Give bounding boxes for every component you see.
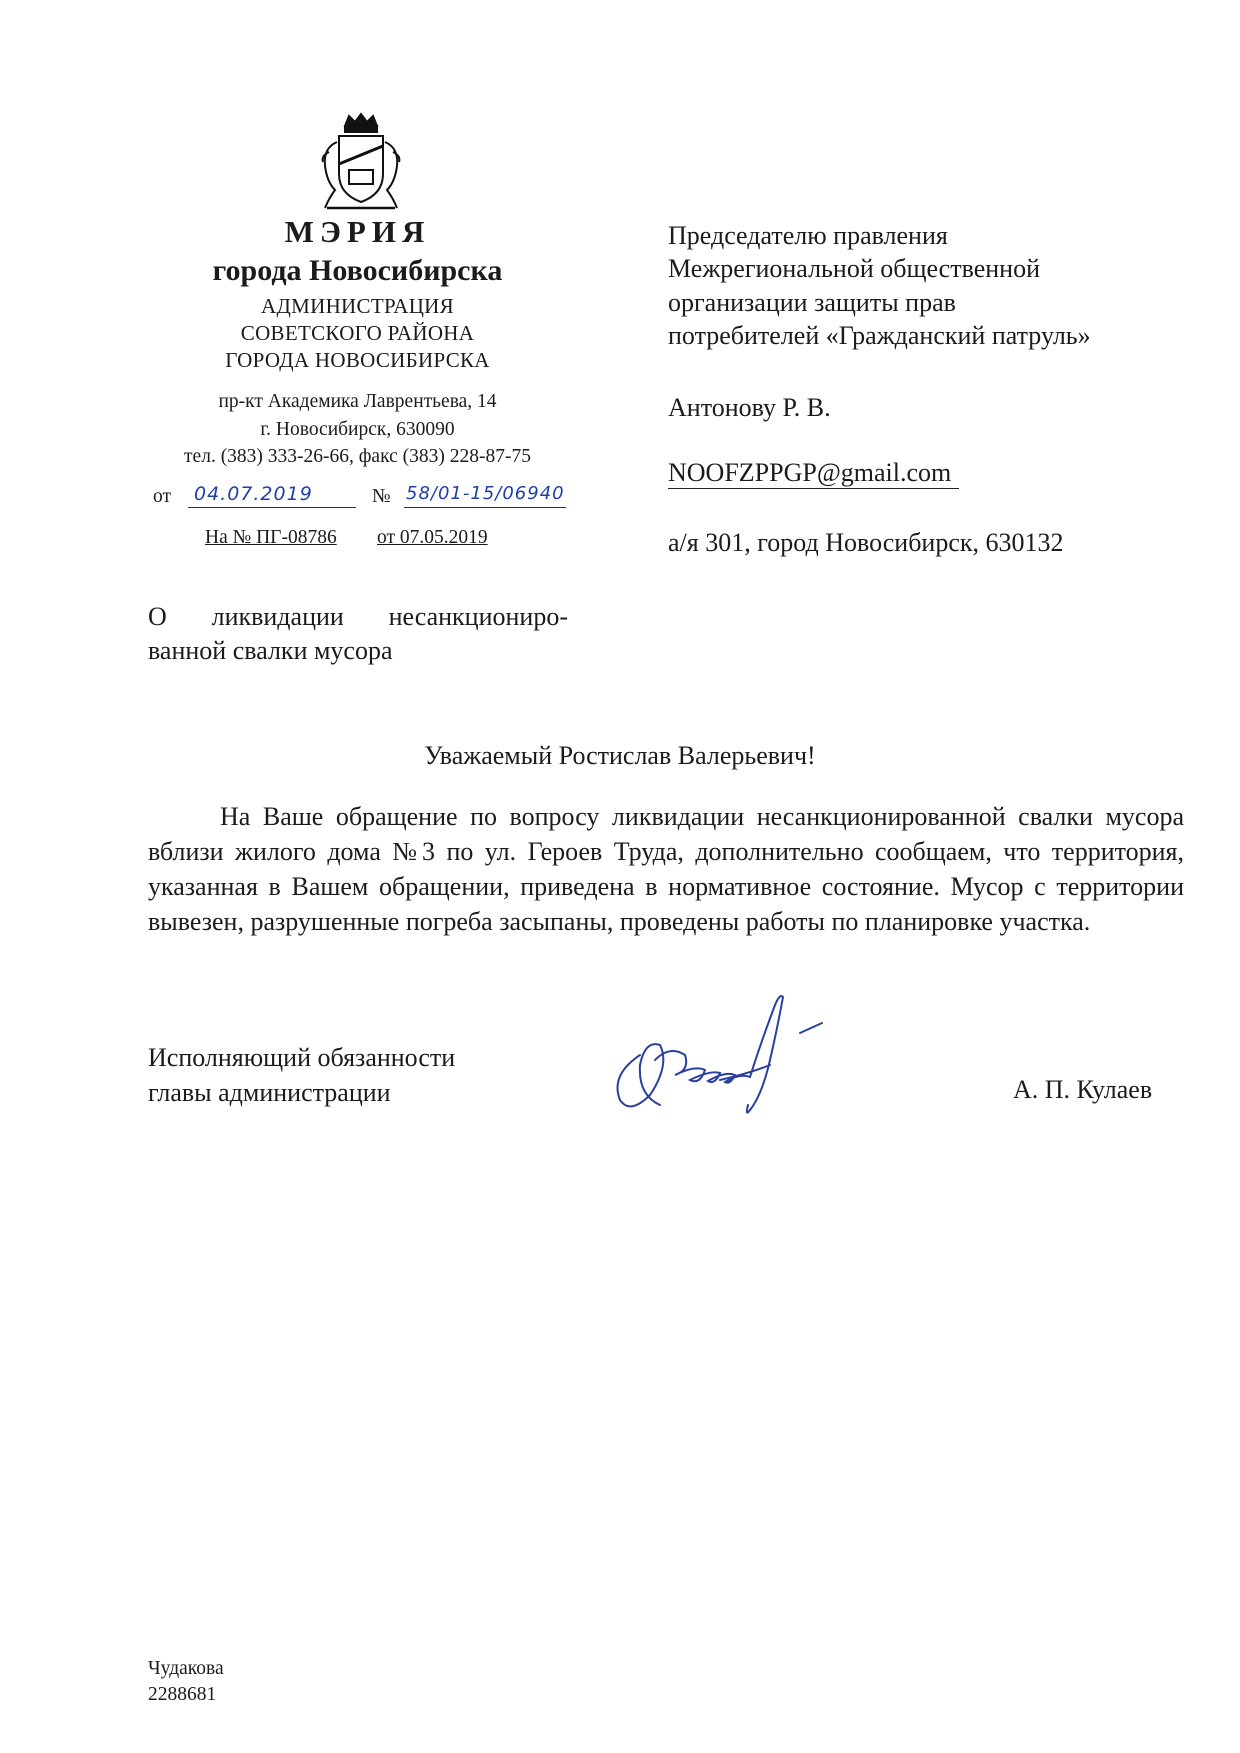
signer-title-line-2: главы администрации xyxy=(148,1078,391,1107)
registration-number: 58/01-15/06940 xyxy=(406,483,565,504)
recipient-name: Антонову Р. В. xyxy=(668,393,831,422)
salutation: Уважаемый Ростислав Валерьевич! xyxy=(424,741,816,770)
reply-to-number: На № ПГ-08786 xyxy=(205,527,337,548)
signer-title xyxy=(148,1040,455,1110)
signer-name: А. П. Кулаев xyxy=(1013,1075,1153,1104)
org-city: города Новосибирска xyxy=(212,254,503,287)
recipient-line-4: потребителей «Гражданский патруль» xyxy=(668,321,1091,350)
admin-line-3: ГОРОДА НОВОСИБИРСКА xyxy=(225,348,490,372)
date-field xyxy=(188,483,356,508)
recipient-line-2: Межрегиональной общественной xyxy=(668,254,1040,283)
registration-date: 04.07.2019 xyxy=(194,483,313,505)
org-title: МЭРИЯ xyxy=(284,214,431,249)
date-prefix: от xyxy=(153,486,172,507)
signer-title-line-1: Исполняющий обязанности xyxy=(148,1043,456,1072)
recipient-email[interactable]: NOOFZPPGP@gmail.com xyxy=(668,458,959,489)
address-city: г. Новосибирск, 630090 xyxy=(260,419,455,440)
admin-line-2: СОВЕТСКОГО РАЙОНА xyxy=(240,321,475,345)
number-prefix: № xyxy=(372,486,391,507)
address-phone: тел. (383) 333-26-66, факс (383) 228-87-75 xyxy=(184,446,531,467)
recipient-line-1: Председателю правления xyxy=(668,221,948,250)
executor-name: Чудакова xyxy=(148,1658,224,1679)
recipient-line-3: организации защиты прав xyxy=(668,288,956,317)
coat-of-arms-emblem xyxy=(315,112,407,216)
number-field xyxy=(404,483,566,508)
handwritten-signature xyxy=(600,985,860,1125)
admin-line-1: АДМИНИСТРАЦИЯ xyxy=(261,294,454,318)
address-street: пр-кт Академика Лаврентьева, 14 xyxy=(218,391,497,412)
letter-subject: О ликвидации несанкциониро-ванной свалки мусора xyxy=(148,602,568,665)
letter-body: На Ваше обращение по вопросу ликвидации несанкционированной свалки мусора вблизи жилого дома №3 по ул. Героев Труда, дополнительно сообщаем, что территория, указанная в Вашем обращении, приведена в нормативное состояние. Мусор с территории вывезен, разрушенные погреба засыпаны, проведены работы по планировке участка. xyxy=(148,802,1184,936)
executor-phone: 2288681 xyxy=(148,1684,217,1705)
reply-to-date: от 07.05.2019 xyxy=(377,527,488,548)
executor-block xyxy=(148,1656,224,1708)
recipient-postal: а/я 301, город Новосибирск, 630132 xyxy=(668,528,1064,557)
